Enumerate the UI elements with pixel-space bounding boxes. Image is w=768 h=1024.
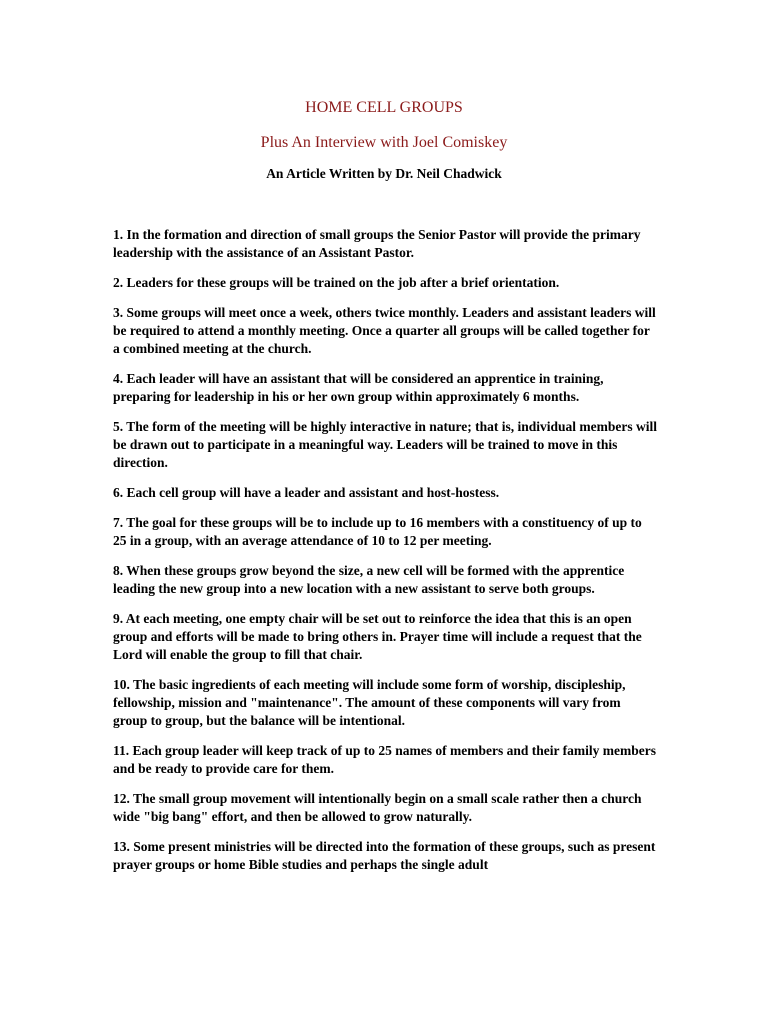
- list-item: 10. The basic ingredients of each meeting will include some form of worship, discipleship, fellowship, mission and "maintenance". The amount of these components will vary from group to group, but the balance will be intentional.: [113, 677, 626, 728]
- list-item: 1. In the formation and direction of small groups the Senior Pastor will provide the primary leadership with the assistance of an Assistant Pastor.: [113, 227, 641, 260]
- document-title: HOME CELL GROUPS: [305, 99, 463, 116]
- document-subtitle: Plus An Interview with Joel Comiskey: [260, 134, 508, 151]
- list-item: 12. The small group movement will intentionally begin on a small scale rather then a church wide "big bang" effort, and then be allowed to grow naturally.: [113, 791, 642, 824]
- document-byline: An Article Written by Dr. Neil Chadwick: [266, 166, 502, 181]
- list-item: 9. At each meeting, one empty chair will be set out to reinforce the idea that this is an open group and efforts will be made to bring others in. Prayer time will include a request that the Lord will enable the group to fill that chair.: [113, 611, 642, 662]
- list-item: 2. Leaders for these groups will be trained on the job after a brief orientation.: [113, 275, 560, 290]
- item-list: [113, 226, 658, 886]
- list-item: 5. The form of the meeting will be highly interactive in nature; that is, individual members will be drawn out to participate in a meaningful way. Leaders will be trained to move in this direction.: [113, 419, 657, 470]
- list-item: 7. The goal for these groups will be to include up to 16 members with a constituency of up to 25 in a group, with an average attendance of 10 to 12 per meeting.: [113, 515, 642, 548]
- list-item: 4. Each leader will have an assistant that will be considered an apprentice in training, preparing for leadership in his or her own group within approximately 6 months.: [113, 371, 604, 404]
- list-item: 6. Each cell group will have a leader and assistant and host-hostess.: [113, 485, 500, 500]
- list-item: 3. Some groups will meet once a week, others twice monthly. Leaders and assistant leaders will be required to attend a monthly meeting. Once a quarter all groups will be called together for a combined meeting at the church.: [113, 305, 656, 356]
- list-item: 8. When these groups grow beyond the size, a new cell will be formed with the apprentice leading the new group into a new location with a new assistant to serve both groups.: [113, 563, 625, 596]
- list-item: 11. Each group leader will keep track of up to 25 names of members and their family members and be ready to provide care for them.: [113, 743, 656, 776]
- list-item: 13. Some present ministries will be directed into the formation of these groups, such as present prayer groups or home Bible studies and perhaps the single adult: [113, 839, 656, 872]
